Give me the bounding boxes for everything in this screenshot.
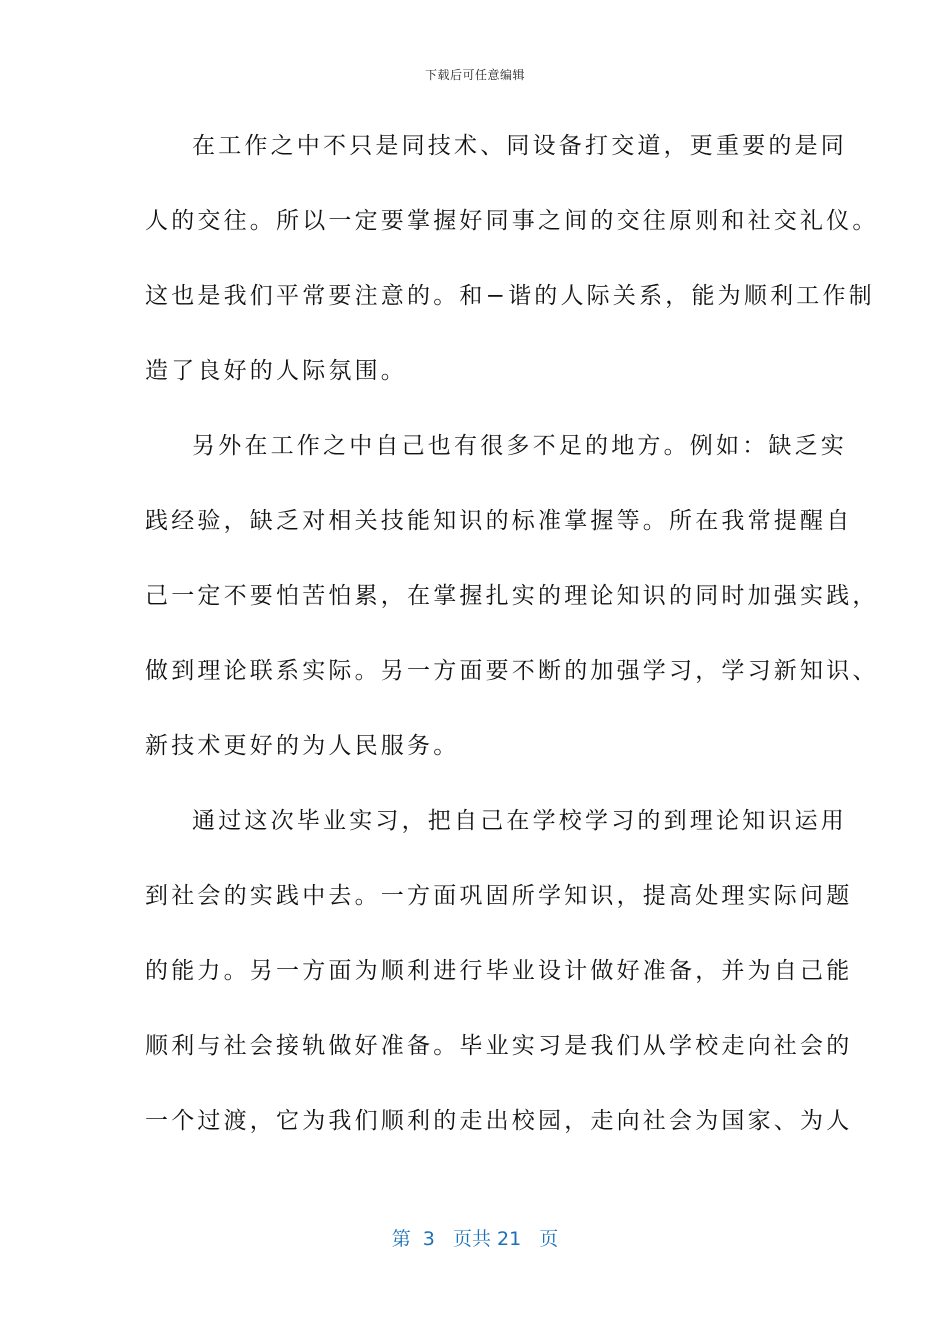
paragraph-line: 的能力。另一方面为顺利进行毕业设计做好准备，并为自己能	[145, 958, 853, 984]
paragraph-line: 践经验，缺乏对相关技能知识的标准掌握等。所在我常提醒自	[145, 508, 853, 534]
paragraph-3	[145, 795, 853, 1170]
paragraph-line: 做到理论联系实际。另一方面要不断的加强学习，学习新知识、	[145, 658, 879, 684]
paragraph-line: 这也是我们平常要注意的。和−谐的人际关系，能为顺利工作制	[145, 283, 875, 309]
paragraph-line: 己一定不要怕苦怕累，在掌握扎实的理论知识的同时加强实践，	[145, 583, 879, 609]
page-header: 下载后可任意编辑	[424, 68, 525, 82]
paragraph-line: 到社会的实践中去。一方面巩固所学知识，提高处理实际问题	[145, 883, 853, 909]
paragraph-line: 另外在工作之中自己也有很多不足的地方。例如：缺乏实	[192, 433, 847, 459]
paragraph-line: 在工作之中不只是同技术、同设备打交道，更重要的是同	[192, 133, 847, 159]
page-number-footer: 第 3 页共 21 页	[391, 1228, 559, 1250]
document-body	[145, 120, 879, 1170]
paragraph-line: 通过这次毕业实习，把自己在学校学习的到理论知识运用	[192, 808, 847, 834]
paragraph-line: 顺利与社会接轨做好准备。毕业实习是我们从学校走向社会的	[145, 1033, 853, 1059]
paragraph-line: 人的交往。所以一定要掌握好同事之间的交往原则和社交礼仪。	[145, 208, 879, 234]
paragraph-line: 一个过渡，它为我们顺利的走出校园，走向社会为国家、为人	[145, 1108, 853, 1134]
paragraph-line: 造了良好的人际氛围。	[145, 358, 407, 384]
paragraph-1	[145, 120, 879, 420]
paragraph-2	[145, 420, 879, 795]
paragraph-line: 新技术更好的为人民服务。	[145, 733, 460, 759]
